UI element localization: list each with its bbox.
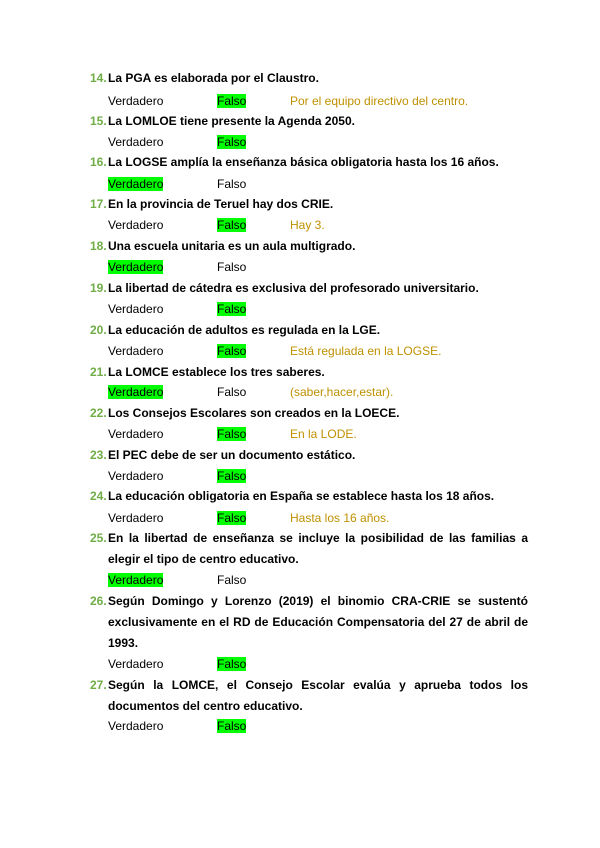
question-text: El PEC debe de ser un documento estático. [108,448,356,462]
option-falso: Falso [217,385,247,399]
question-text: La educación obligatoria en España se establece hasta los 18 años. [108,489,495,503]
option-falso: Falso [217,657,247,671]
option-falso: Falso [217,511,247,525]
option-falso: Falso [217,94,247,108]
question-number: 16. [90,155,107,169]
question-number: 25. [90,531,107,545]
question-text: Una escuela unitaria es un aula multigrado. [108,239,356,253]
option-verdadero: Verdadero [108,385,164,399]
correction-note: Hasta los 16 años. [290,511,390,525]
correction-note: En la LODE. [290,427,357,441]
option-verdadero: Verdadero [108,218,164,232]
option-verdadero: Verdadero [108,177,164,191]
question [90,236,528,257]
option-verdadero: Verdadero [108,135,164,149]
option-falso: Falso [217,218,247,232]
question [90,486,528,507]
question [90,445,528,466]
question-number: 26. [90,594,107,608]
option-falso: Falso [217,344,247,358]
option-falso: Falso [217,427,247,441]
question-text: La LOMLOE tiene presente la Agenda 2050. [108,114,355,128]
question [90,194,528,215]
option-verdadero: Verdadero [108,344,164,358]
option-verdadero: Verdadero [108,511,164,525]
correction-note: (saber,hacer,estar). [290,385,394,399]
question [90,528,528,570]
question-number: 21. [90,365,107,379]
question-number: 27. [90,678,107,692]
question [90,68,528,89]
option-falso: Falso [217,469,247,483]
question-text: La libertad de cátedra es exclusiva del profesorado universitario. [108,281,479,295]
question-text: En la provincia de Teruel hay dos CRIE. [108,197,334,211]
question-number: 24. [90,489,107,503]
question-text: La LOGSE amplía la enseñanza básica obligatoria hasta los 16 años. [108,155,499,169]
question-number: 15. [90,114,107,128]
option-falso: Falso [217,573,247,587]
question [90,403,528,424]
option-verdadero: Verdadero [108,302,164,316]
question-text: Los Consejos Escolares son creados en la LOECE. [108,406,400,420]
option-falso: Falso [217,260,247,274]
correction-note: Está regulada en la LOGSE. [290,344,442,358]
option-falso: Falso [217,719,247,733]
option-verdadero: Verdadero [108,657,164,671]
question [90,152,528,173]
correction-note: Por el equipo directivo del centro. [290,94,469,108]
option-verdadero: Verdadero [108,469,164,483]
option-verdadero: Verdadero [108,94,164,108]
option-verdadero: Verdadero [108,260,164,274]
question-number: 19. [90,281,107,295]
question [90,320,528,341]
question-text: La educación de adultos es regulada en la LGE. [108,323,381,337]
option-verdadero: Verdadero [108,719,164,733]
question [90,278,528,299]
question-text: La PGA es elaborada por el Claustro. [108,71,319,85]
question-text: En la libertad de enseñanza se incluye la posibilidad de las familias a elegir el tipo de centro educativo. [108,531,528,566]
question-number: 20. [90,323,107,337]
question-number: 14. [90,71,107,85]
question-number: 23. [90,448,107,462]
option-verdadero: Verdadero [108,573,164,587]
question-number: 18. [90,239,107,253]
question [90,111,528,132]
question-text: La LOMCE establece los tres saberes. [108,365,325,379]
question-number: 17. [90,197,107,211]
question-number: 22. [90,406,107,420]
option-falso: Falso [217,177,247,191]
question [90,675,528,717]
question-text: Según la LOMCE, el Consejo Escolar evalúa y aprueba todos los documentos del centro educativo. [108,678,528,713]
option-falso: Falso [217,302,247,316]
correction-note: Hay 3. [290,218,325,232]
option-verdadero: Verdadero [108,427,164,441]
question [90,362,528,383]
option-falso: Falso [217,135,247,149]
question-text: Según Domingo y Lorenzo (2019) el binomio CRA-CRIE se sustentó exclusivamente en el RD de Educación Compensatoria del 27 de abril de 1993. [108,594,528,650]
question [90,591,528,654]
